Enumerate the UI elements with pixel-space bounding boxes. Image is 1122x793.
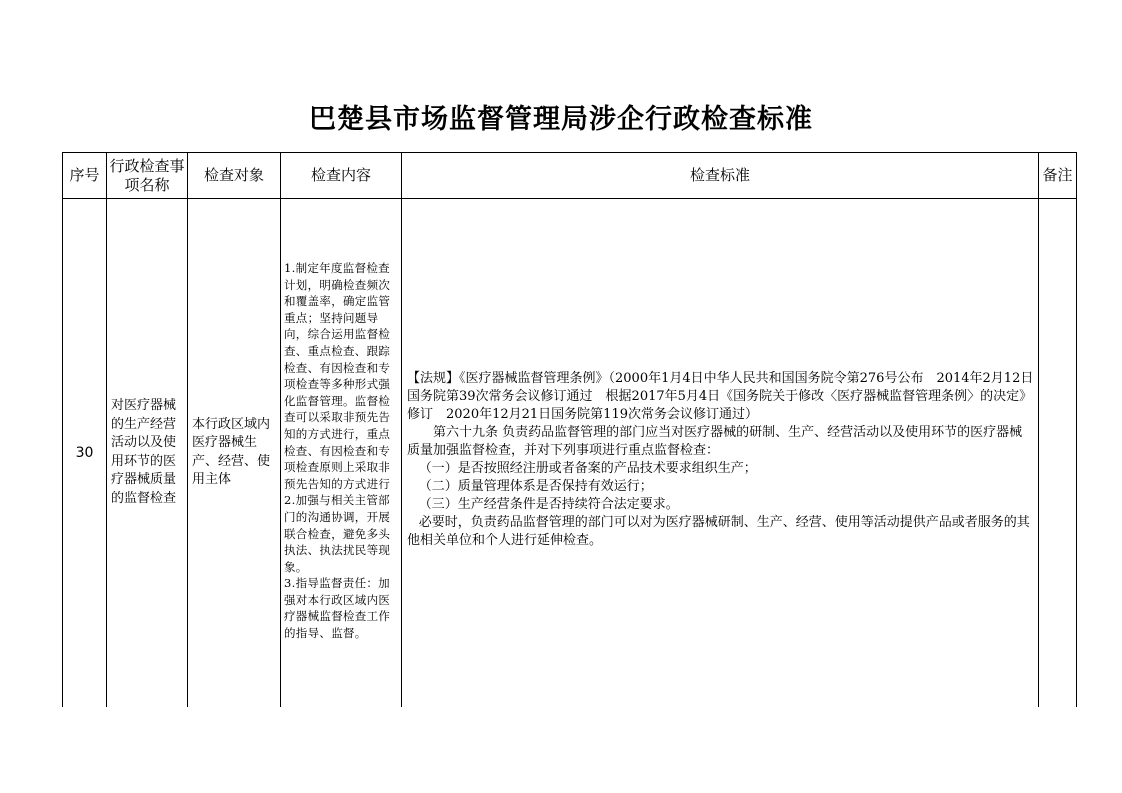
header-content: 检查内容 [281,153,402,199]
standard-regulation-source: 【法规】《医疗器械监督管理条例》（2000年1月4日中华人民共和国国务院令第276号公布 2014年2月12日国务院第39次常务会议修订通过 根据2017年5月4日《国务院关于修改〈医疗器械监督管理条例〉的决定》修订 2020年12月21日国务院第119次常务会议修订通过） [407,371,1034,422]
header-standard: 检查标准 [402,153,1039,199]
content-paragraph: 1.制定年度监督检查计划，明确检查频次和覆盖率，确定监管重点；坚持问题导向，综合运用监督检查、重点检查、跟踪检查、有因检查和专项检查等多种形式强化监督管理。监督检查可以采取非预先告知的方式进行，重点检查、有因检查和专项检查原则上采取非预先告知的方式进行 [284,261,391,491]
header-note: 备注 [1039,153,1077,199]
header-seq: 序号 [63,153,107,199]
cell-seq: 30 [63,199,107,707]
header-item-name: 行政检查事项名称 [107,153,188,199]
content-paragraph: 2.加强与相关主管部门的沟通协调，开展联合检查，避免多头执法、执法扰民等现象。 [284,493,391,574]
cell-object: 本行政区域内医疗器械生产、经营、使用主体 [188,199,281,707]
header-object: 检查对象 [188,153,281,199]
document-title: 巴楚县市场监督管理局涉企行政检查标准 [309,104,813,135]
inspection-standard-table [62,152,1077,707]
standard-extension: 必要时，负责药品监督管理的部门可以对为医疗器械研制、生产、经营、使用等活动提供产品或者服务的其他相关单位和个人进行延伸检查。 [407,515,1030,548]
standard-item: （一）是否按照经注册或者备案的产品技术要求组织生产； [418,461,757,476]
cell-note [1039,199,1077,707]
cell-item-name: 对医疗器械的生产经营活动以及使用环节的医疗器械质量的监督检查 [107,199,188,707]
standard-item: （二）质量管理体系是否保持有效运行； [418,479,653,494]
content-paragraph: 3.指导监督责任：加强对本行政区域内医疗器械监督检查工作的指导、监督。 [284,576,391,641]
standard-article: 第六十九条 负责药品监督管理的部门应当对医疗器械的研制、生产、经营活动以及使用环节的医疗器械质量加强监督检查，并对下列事项进行重点监督检查： [407,425,1023,458]
cell-standard [402,199,1039,707]
table-header-row [63,153,1077,199]
cell-content [281,199,402,707]
standard-item: （三）生产经营条件是否持续符合法定要求。 [418,497,679,512]
table-row [63,199,1077,707]
